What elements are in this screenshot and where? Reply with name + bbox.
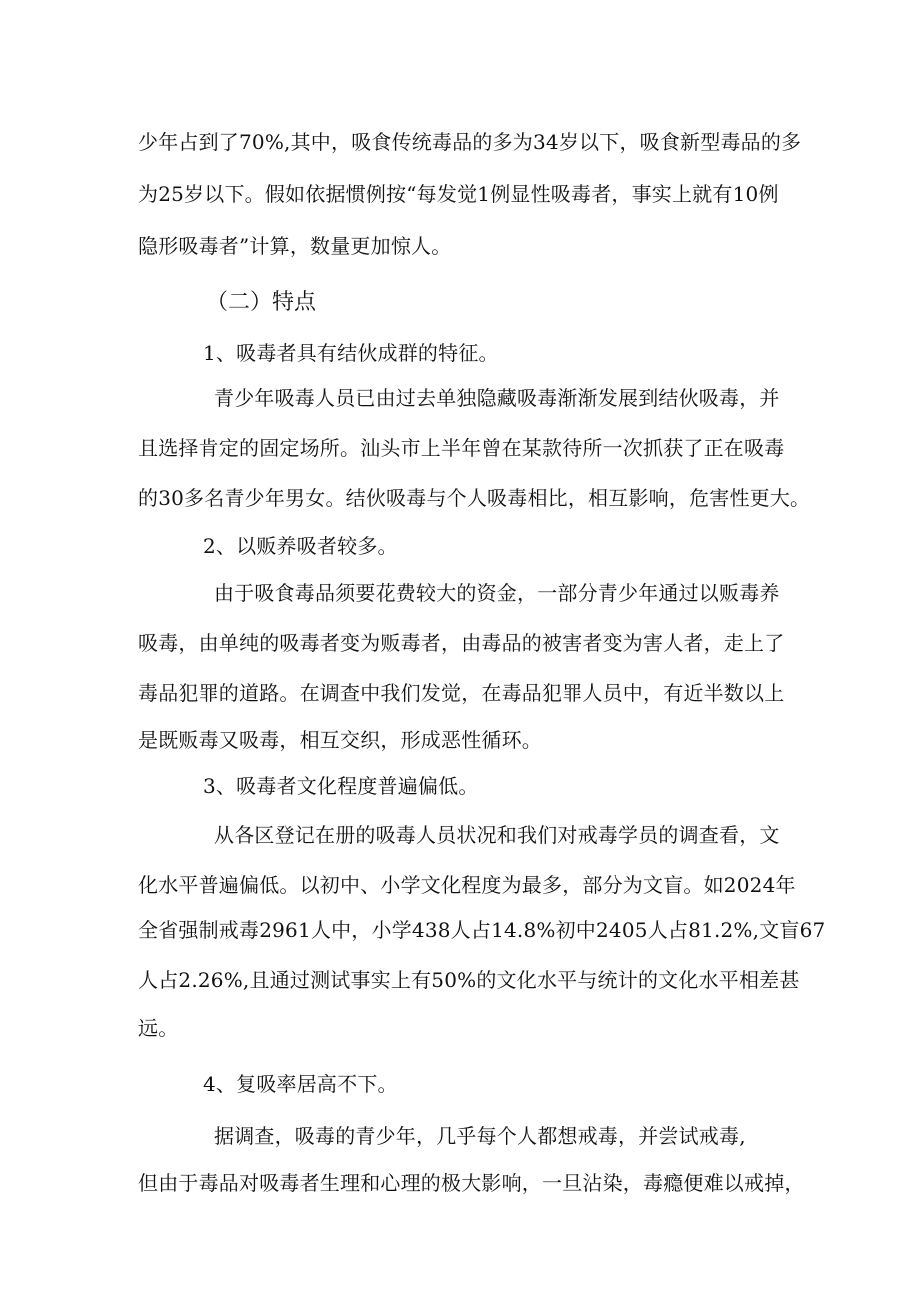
paragraph-line: 化水平普遍偏低。以初中、小学文化程度为最多，部分为文盲。如2024年 [138,873,796,897]
item-heading: 4、复吸率居高不下。 [203,1072,398,1096]
paragraph-line: 是既贩毒又吸毒，相互交织，形成恶性循环。 [138,728,542,752]
paragraph-line: 且选择肯定的固定场所。汕头市上半年曾在某款待所一次抓获了正在吸毒 [138,436,785,460]
paragraph-line: 但由于毒品对吸毒者生理和心理的极大影响，一旦沾染，毒瘾便难以戒掉， [138,1171,805,1195]
section-title: （二）特点 [206,290,317,315]
paragraph-line: 为25岁以下。假如依据惯例按“每发觉1例显性吸毒者，事实上就有10例 [138,182,779,206]
paragraph-line: 吸毒，由单纯的吸毒者变为贩毒者，由毒品的被害者变为害人者，走上了 [138,631,785,655]
paragraph-line: 隐形吸毒者”计算，数量更加惊人。 [138,234,452,258]
paragraph-line: 全省强制戒毒2961人中，小学438人占14.8%初中2405人占81.2%,文盲67 [138,918,826,942]
item-heading: 1、吸毒者具有结伙成群的特征。 [203,341,499,365]
paragraph-line: 青少年吸毒人员已由过去单独隐藏吸毒渐渐发展到结伙吸毒，并 [214,386,780,410]
paragraph-line: 从各区登记在册的吸毒人员状况和我们对戒毒学员的调查看，文 [214,823,780,847]
paragraph-line: 的30多名青少年男女。结伙吸毒与个人吸毒相比，相互影响，危害性更大。 [138,486,811,510]
item-heading: 2、以贩养吸者较多。 [203,534,398,558]
paragraph-line: 毒品犯罪的道路。在调查中我们发觉，在毒品犯罪人员中，有近半数以上 [138,681,785,705]
paragraph-line: 由于吸食毒品须要花费较大的资金，一部分青少年通过以贩毒养 [214,581,780,605]
paragraph-line: 人占2.26%,且通过测试事实上有50%的文化水平与统计的文化水平相差甚 [138,968,800,992]
paragraph-line: 远。 [138,1016,179,1040]
item-heading: 3、吸毒者文化程度普遍偏低。 [203,774,479,798]
paragraph-line: 据调查，吸毒的青少年，几乎每个人都想戒毒，并尝试戒毒, [214,1124,746,1148]
paragraph-line: 少年占到了70%,其中，吸食传统毒品的多为34岁以下，吸食新型毒品的多 [138,130,802,154]
